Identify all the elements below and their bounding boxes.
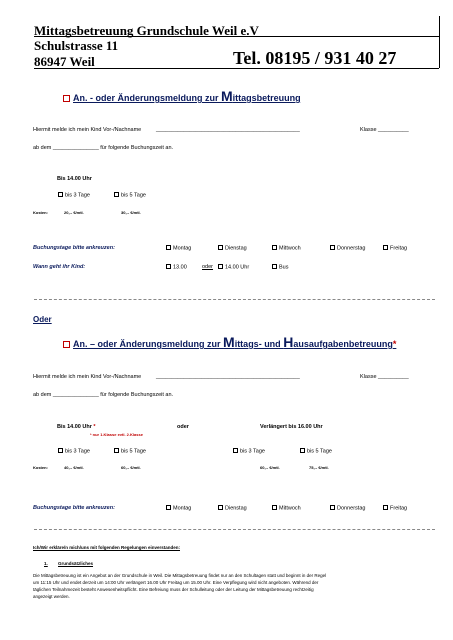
day-monday[interactable]: Montag [166, 245, 191, 252]
cost-5-days-long: 75,-- €/mtl. [309, 465, 329, 470]
days-label-2: Buchungstage bitte ankreuzen: [33, 505, 115, 511]
class-field[interactable]: Klasse __________ [360, 127, 409, 133]
section2-title: An. – oder Änderungsmeldung zur Mittags- und Hausaufgabenbetreuung* [63, 334, 396, 350]
day-thursday-2[interactable]: Donnerstag [330, 505, 365, 512]
pickup-or: oder [202, 264, 214, 270]
checkbox-icon[interactable] [218, 245, 223, 250]
checkbox-icon[interactable] [58, 192, 63, 197]
day-friday[interactable]: Freitag [383, 245, 407, 252]
day-monday-2[interactable]: Montag [166, 505, 191, 512]
checkbox-icon[interactable] [383, 505, 388, 510]
agreement-line-2: um 11:15 Uhr und endet derzeit um 14:00 Uhr verlängert 16.00 Uhr Freitag um 15.00 Uhr. Eine Verpflegung wird nicht angeboten. Während der [33, 580, 319, 585]
checkbox-icon[interactable] [114, 192, 119, 197]
street-address: Schulstrasse 11 [34, 38, 119, 53]
checkbox-icon[interactable] [218, 505, 223, 510]
time-right-title: Verlängert bis 16.00 Uhr [260, 424, 323, 430]
day-tuesday[interactable]: Dienstag [218, 245, 247, 252]
days-label: Buchungstage bitte ankreuzen: [33, 245, 115, 251]
oder-label: Oder [33, 315, 52, 324]
checkbox-icon[interactable] [300, 448, 305, 453]
pickup-bus[interactable]: Bus [272, 264, 288, 271]
day-wednesday[interactable]: Mittwoch [272, 245, 301, 252]
agreement-line-1: Die Mittagsbetreuung ist ein Angebot an der Grundschule in Weil. Die Mittagsbetreuung findet nur an den Schultagen statt und beginnt in der Regel [33, 573, 327, 578]
pickup-1300[interactable]: 13.00 [166, 264, 187, 271]
checkbox-icon[interactable] [166, 505, 171, 510]
city-address: 86947 Weil [34, 54, 95, 69]
option-3-days-long[interactable]: bis 3 Tage [233, 448, 265, 455]
day-wednesday-2[interactable]: Mittwoch [272, 505, 301, 512]
option-5-days-long[interactable]: bis 5 Tage [300, 448, 332, 455]
name-field-2[interactable]: _______________________________________________ [156, 374, 300, 380]
cost-5-days: 30,-- €/mtl. [121, 210, 141, 215]
time-left-title: Bis 14.00 Uhr * [57, 424, 96, 430]
option-3-days[interactable]: bis 3 Tage [58, 192, 90, 199]
org-name: Mittagsbetreuung Grundschule Weil e.V [34, 23, 259, 38]
cost-3-days: 20,-- €/mtl. [64, 210, 84, 215]
header-rule-2 [34, 68, 439, 69]
separator-2 [34, 529, 435, 530]
checkbox-icon[interactable] [233, 448, 238, 453]
phone-number: Tel. 08195 / 931 40 27 [233, 48, 397, 68]
cost-3-days-short: 40,-- €/mtl. [64, 465, 84, 470]
option-3-days-short[interactable]: bis 3 Tage [58, 448, 90, 455]
time-note: * nur 1.Klasse evtl. 2.Klasse [90, 432, 143, 437]
checkbox-icon[interactable] [114, 448, 119, 453]
name-label: Hiermit melde ich mein Kind Vor-/Nachname [33, 127, 142, 133]
separator-1 [34, 299, 435, 300]
agreement-item-title: Grundsätzliches [58, 561, 94, 566]
header-rule-vertical [439, 16, 440, 68]
start-date-line-2[interactable]: ab dem _______________ für folgende Buchungszeit an. [33, 392, 174, 398]
name-field[interactable]: _______________________________________________ [156, 127, 300, 133]
time-option-title: Bis 14.00 Uhr [57, 176, 92, 182]
header-rule-1 [34, 36, 439, 37]
checkbox-icon[interactable] [272, 245, 277, 250]
checkbox-icon[interactable] [63, 95, 70, 102]
checkbox-icon[interactable] [63, 341, 70, 348]
pickup-label: Wann geht ihr Kind: [33, 264, 86, 270]
agreement-item-number: 1. [44, 561, 48, 566]
cost-5-days-short: 60,-- €/mtl. [121, 465, 141, 470]
checkbox-icon[interactable] [330, 505, 335, 510]
costs-label: Kosten: [33, 210, 48, 215]
checkbox-icon[interactable] [218, 264, 223, 269]
cost-3-days-long: 60,-- €/mtl. [260, 465, 280, 470]
costs-label-2: Kosten: [33, 465, 48, 470]
time-or: oder [177, 424, 189, 430]
pickup-1400[interactable]: 14.00 Uhr [218, 264, 249, 271]
checkbox-icon[interactable] [272, 264, 277, 269]
agreement-heading: Ich/Wir erkläre/n mich/uns mit folgenden Regelungen einverstanden: [33, 545, 180, 550]
start-date-line[interactable]: ab dem _______________ für folgende Buchungszeit an. [33, 145, 174, 151]
checkbox-icon[interactable] [58, 448, 63, 453]
day-friday-2[interactable]: Freitag [383, 505, 407, 512]
section1-title: An. - oder Änderungsmeldung zur Mittagsbetreuung [63, 88, 301, 104]
day-thursday[interactable]: Donnerstag [330, 245, 365, 252]
checkbox-icon[interactable] [383, 245, 388, 250]
day-tuesday-2[interactable]: Dienstag [218, 505, 247, 512]
name-label-2: Hiermit melde ich mein Kind Vor-/Nachname [33, 374, 142, 380]
agreement-line-4: angezeigt werden. [33, 594, 70, 599]
class-field-2[interactable]: Klasse __________ [360, 374, 409, 380]
option-5-days-short[interactable]: bis 5 Tage [114, 448, 146, 455]
checkbox-icon[interactable] [166, 264, 171, 269]
checkbox-icon[interactable] [166, 245, 171, 250]
checkbox-icon[interactable] [272, 505, 277, 510]
option-5-days[interactable]: bis 5 Tage [114, 192, 146, 199]
checkbox-icon[interactable] [330, 245, 335, 250]
agreement-line-3: täglichen Teilnahmezeit besteht Anwesenheitspflicht. Eine Befreiung muss der Schulleitung oder der Leitung der Mittagsbetreuung rechtzeitig [33, 587, 314, 592]
